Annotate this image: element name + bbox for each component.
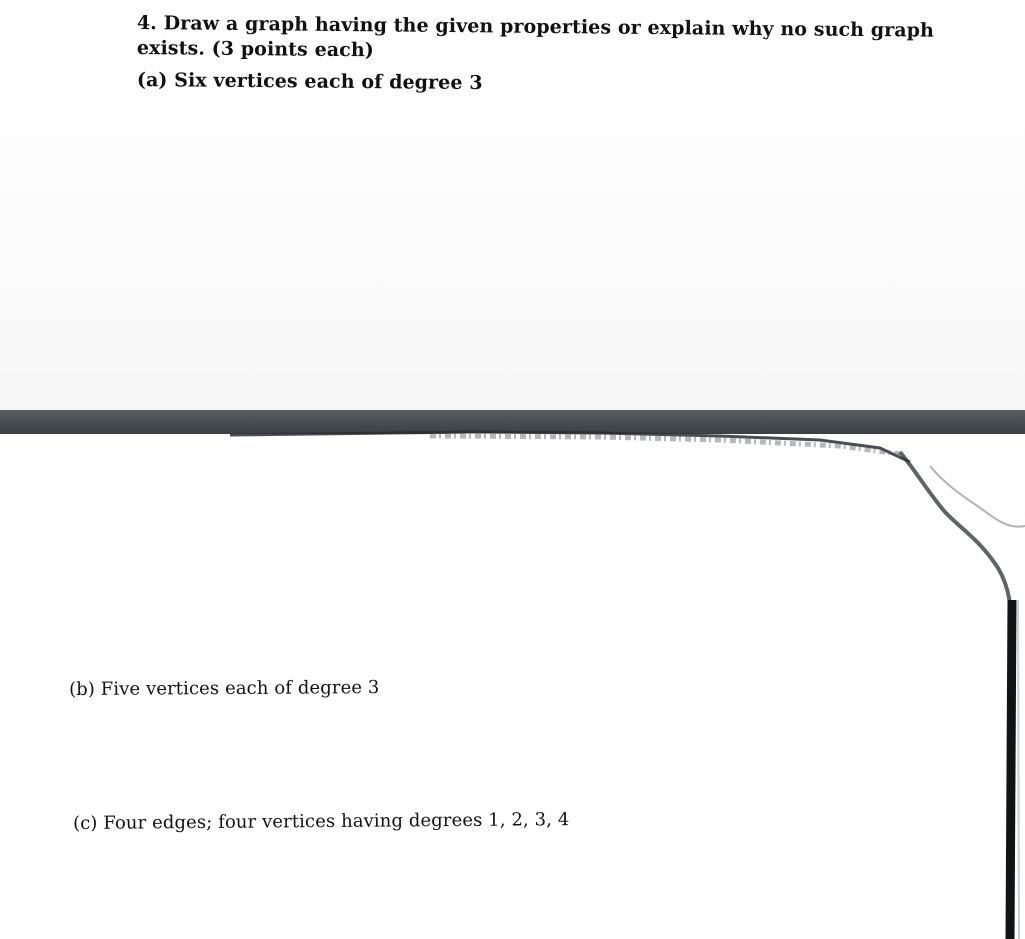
top-paper-sheet <box>0 0 1025 412</box>
part-c-prompt: (c) Four edges; four vertices having degrees 1, 2, 3, 4 <box>73 809 570 834</box>
problem-statement-line-2: exists. (3 points each) <box>136 37 375 62</box>
paper-edge-shadow <box>0 400 1025 939</box>
part-b-prompt: (b) Five vertices each of degree 3 <box>69 677 380 700</box>
part-a-prompt: (a) Six vertices each of degree 3 <box>136 69 483 95</box>
problem-statement-line-1: 4. Draw a graph having the given properties or explain why no such graph <box>136 12 935 42</box>
